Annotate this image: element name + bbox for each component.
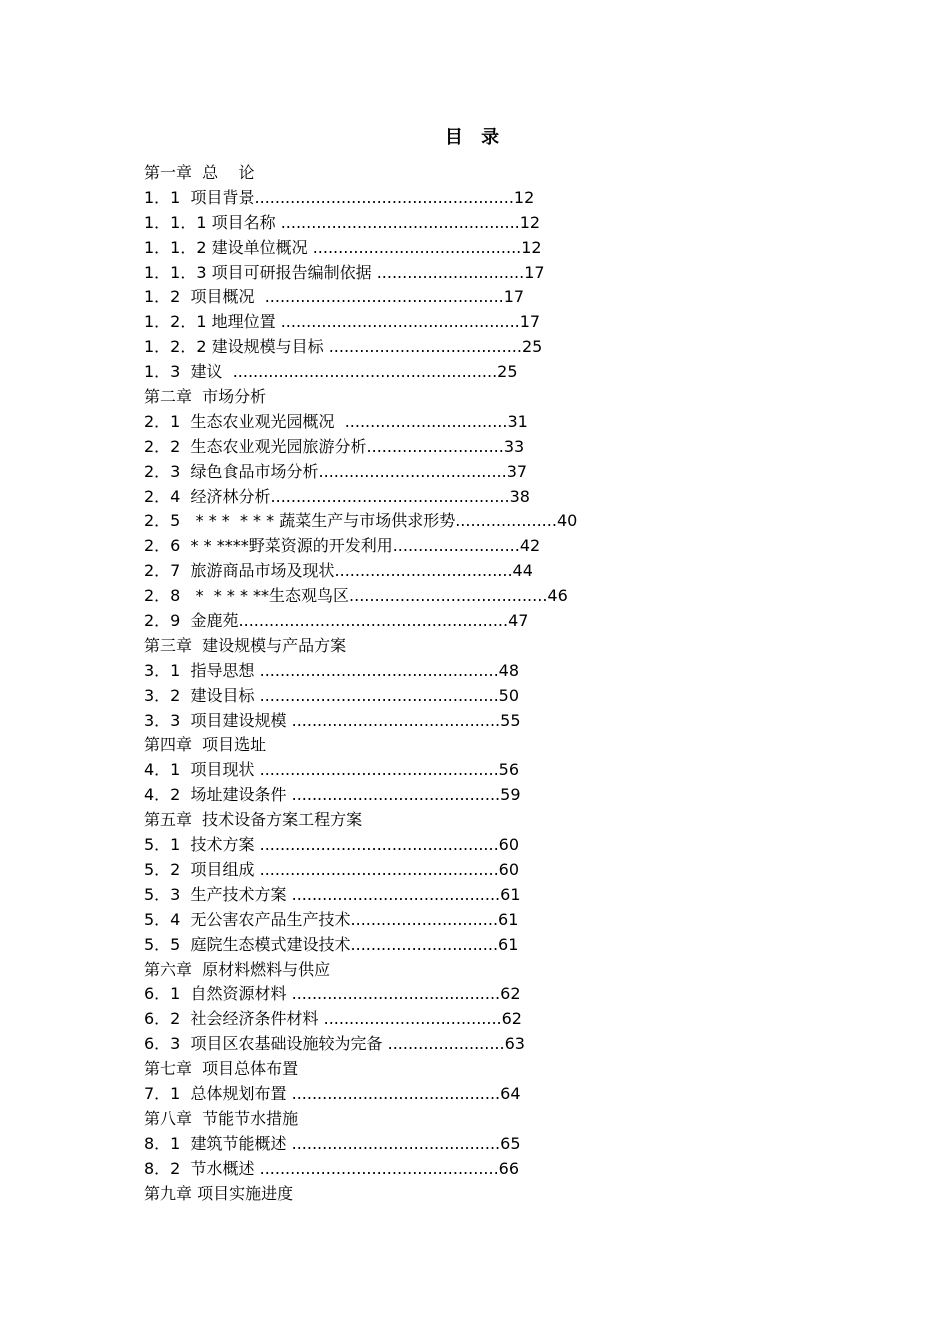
toc-entry: 8．1 建筑节能概述 .........................................65 bbox=[144, 1133, 521, 1153]
toc-entry: 3．3 项目建设规模 .........................................55 bbox=[144, 710, 521, 730]
toc-entry: 第六章 原材料燃料与供应 bbox=[144, 959, 331, 979]
toc-entry: 1．3 建议 ....................................................25 bbox=[144, 362, 518, 382]
toc-entry: 第五章 技术设备方案工程方案 bbox=[144, 810, 363, 830]
toc-entry: 6．2 社会经济条件材料 ...................................62 bbox=[144, 1009, 522, 1029]
toc-entry: 4．1 项目现状 ...............................................56 bbox=[144, 760, 520, 780]
toc-entry: 第一章 总 论 bbox=[144, 163, 255, 182]
toc-entry: 2．5 * * * * * * 蔬菜生产与市场供求形势....................40 bbox=[144, 511, 578, 531]
toc-entry: 2．7 旅游商品市场及现状...................................44 bbox=[144, 561, 533, 581]
toc-entry: 6．3 项目区农基础设施较为完备 .......................63 bbox=[144, 1034, 525, 1054]
toc-entry: 5．3 生产技术方案 .........................................61 bbox=[144, 884, 521, 904]
toc-entry: 3．2 建设目标 ...............................................50 bbox=[144, 685, 520, 705]
toc-entry: 2．6 * * ****野菜资源的开发利用.........................42 bbox=[144, 536, 541, 556]
toc-entry: 1．2．2 建设规模与目标 ......................................25 bbox=[144, 337, 543, 357]
toc-entry: 3．1 指导思想 ...............................................48 bbox=[144, 660, 520, 680]
toc-entry: 第九章 项目实施进度 bbox=[144, 1183, 294, 1203]
toc-entry: 1．1．3 项目可研报告编制依据 .............................17 bbox=[144, 262, 545, 282]
toc-entry: 5．5 庭院生态模式建设技术.............................61 bbox=[144, 934, 519, 954]
page-title: 目 录 bbox=[444, 127, 506, 148]
toc-entry: 6．1 自然资源材料 .........................................62 bbox=[144, 984, 521, 1004]
toc-entry: 1．2 项目概况 ...............................................17 bbox=[144, 287, 525, 307]
toc-entry: 2．3 绿色食品市场分析.....................................37 bbox=[144, 461, 528, 481]
toc-entry: 1．1．1 项目名称 ...............................................12 bbox=[144, 212, 541, 232]
toc-entry: 2．2 生态农业观光园旅游分析...........................33 bbox=[144, 436, 525, 456]
toc-entry: 第三章 建设规模与产品方案 bbox=[144, 635, 347, 655]
table-of-contents bbox=[144, 161, 577, 1206]
toc-entry: 第四章 项目选址 bbox=[144, 735, 267, 755]
toc-entry: 第二章 市场分析 bbox=[144, 387, 267, 407]
toc-entry: 4．2 场址建设条件 .........................................59 bbox=[144, 785, 521, 805]
toc-entry: 5．2 项目组成 ...............................................60 bbox=[144, 859, 520, 879]
toc-entry: 2．9 金鹿苑.....................................................47 bbox=[144, 611, 529, 631]
toc-entry: 第七章 项目总体布置 bbox=[144, 1059, 299, 1079]
toc-entry: 1．2．1 地理位置 ...............................................17 bbox=[144, 312, 541, 332]
toc-entry: 1．1 项目背景...................................................12 bbox=[144, 187, 535, 207]
toc-entry: 2．1 生态农业观光园概况 ................................31 bbox=[144, 411, 528, 431]
toc-entry: 5．4 无公害农产品生产技术.............................61 bbox=[144, 909, 519, 929]
toc-entry: 7．1 总体规划布置 .........................................64 bbox=[144, 1083, 521, 1103]
toc-entry: 第八章 节能节水措施 bbox=[144, 1108, 299, 1128]
toc-entry: 2．8 * * * * **生态观鸟区.......................................46 bbox=[144, 586, 568, 606]
toc-entry: 1．1．2 建设单位概况 .........................................12 bbox=[144, 237, 542, 257]
toc-entry: 5．1 技术方案 ...............................................60 bbox=[144, 835, 520, 855]
toc-entry: 2．4 经济林分析...............................................38 bbox=[144, 486, 530, 506]
toc-entry: 8．2 节水概述 ...............................................66 bbox=[144, 1158, 520, 1178]
